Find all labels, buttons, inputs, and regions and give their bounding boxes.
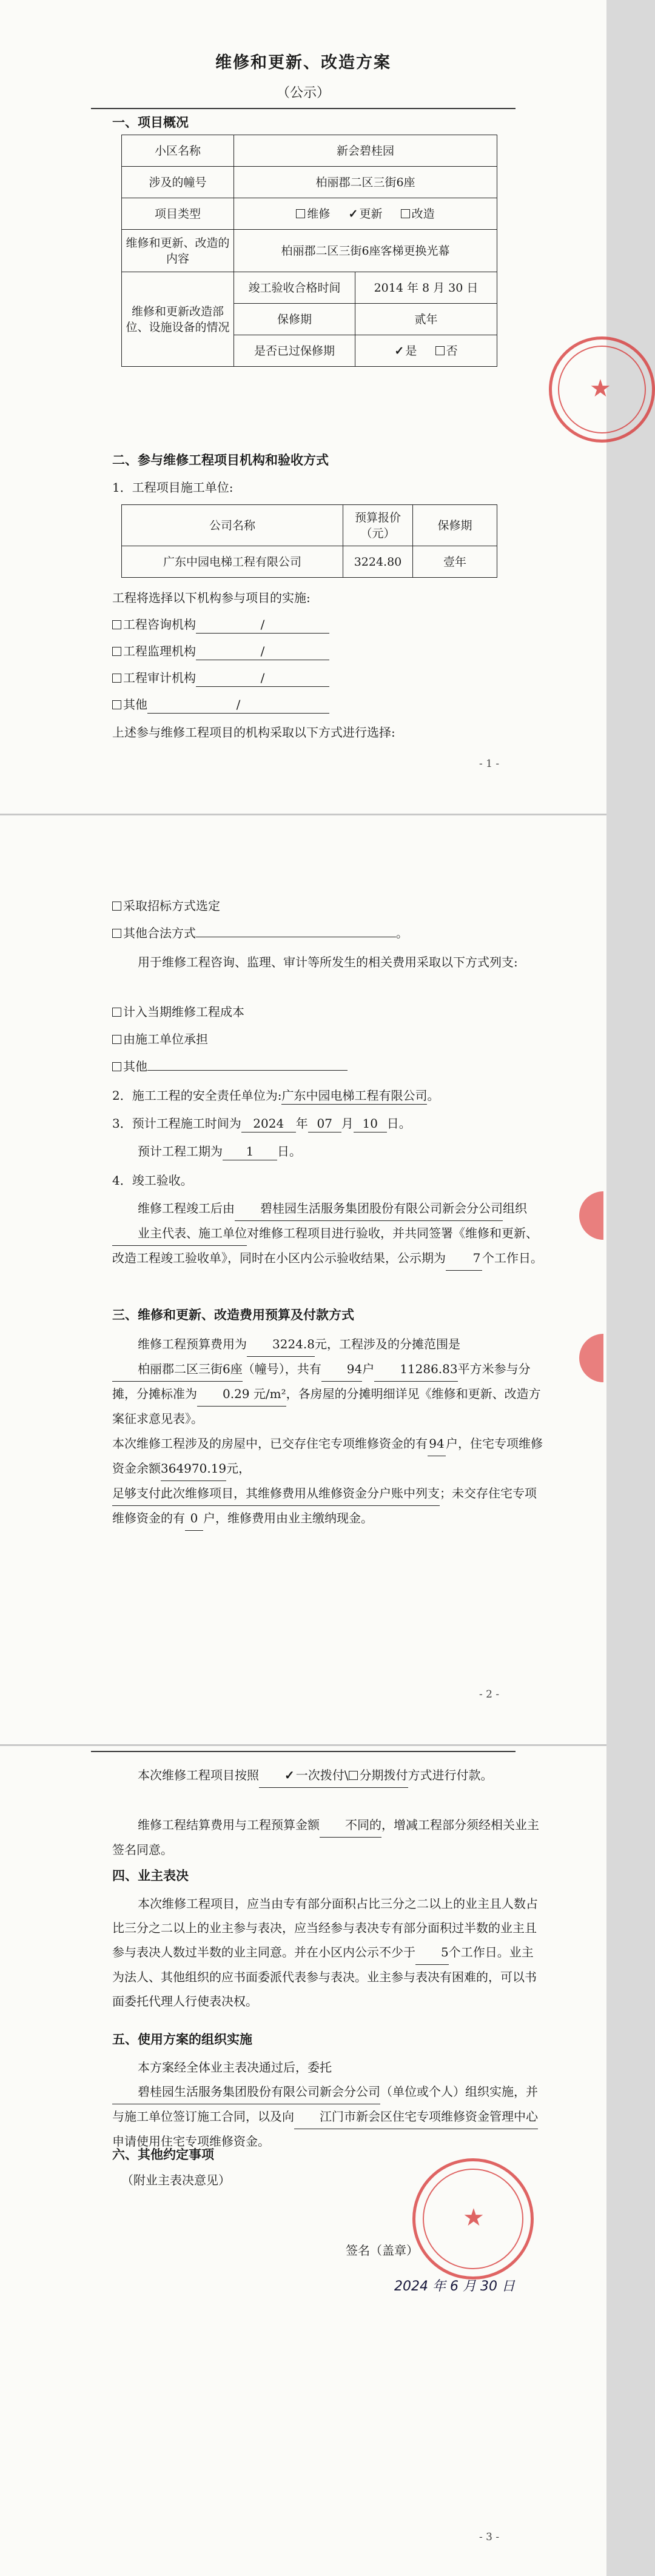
budget-text-d: 户 xyxy=(362,1362,375,1376)
acceptance-text-d: 个工作日。 xyxy=(482,1251,543,1265)
warranty-value: 贰年 xyxy=(355,304,497,335)
col-company-header: 公司名称 xyxy=(122,505,343,546)
fee3-label: 其他 xyxy=(123,1059,147,1074)
impl-center: 江门市新会区住宅专项维修资金管理中心 xyxy=(294,2104,538,2129)
fund-text-f: 户，维修费用由业主缴纳现金。 xyxy=(203,1511,373,1525)
fund-household-count: 94 xyxy=(428,1431,446,1456)
year-label: 年 xyxy=(295,1116,308,1131)
section-5-heading: 五、使用方案的组织实施 xyxy=(112,2032,252,2047)
duration-value: 1 xyxy=(223,1143,277,1160)
payment-text-a: 本次维修工程项目按照 xyxy=(138,1768,259,1782)
bidding-checkbox xyxy=(112,902,121,911)
opt-other-row: 其他合法方式 。 xyxy=(112,925,408,942)
slash-mark: / xyxy=(236,697,241,712)
org-row-audit xyxy=(112,669,329,687)
budget-text-b: 元，工程涉及的分摊范围是 xyxy=(314,1337,460,1351)
overview-table xyxy=(121,135,497,367)
item-2-row: 2．施工工程的安全责任单位为:广东中园电梯工程有限公司。 xyxy=(112,1087,439,1105)
type-update-label: 更新 xyxy=(359,207,383,221)
section-3-heading: 三、维修和更新、改造费用预算及付款方式 xyxy=(112,1307,354,1322)
supervision-blank xyxy=(196,643,329,660)
vote-paragraph xyxy=(112,1892,543,2013)
budget-text-e: 平方米参与分摊，分摊标准为 xyxy=(112,1362,531,1401)
fund-text-c: 元， xyxy=(226,1461,251,1476)
fund-text-e: ；未交存住宅专项维修资金的有 xyxy=(112,1486,537,1525)
expired-label: 是否已过保修期 xyxy=(234,335,355,367)
type-renovate-label: 改造 xyxy=(411,207,435,221)
month-label: 月 xyxy=(341,1116,354,1131)
supervision-checkbox xyxy=(112,647,121,656)
acceptance-parties: 业主代表、施工单位 xyxy=(112,1221,247,1246)
impl-text-c: 申请使用住宅专项维修资金。 xyxy=(112,2134,270,2149)
col-warranty-header: 保修期 xyxy=(413,505,497,546)
fund-paragraph xyxy=(112,1431,543,1531)
payment-paragraph xyxy=(112,1763,543,1788)
duration-row xyxy=(138,1143,301,1160)
safety-unit-value: 广东中园电梯工程有限公司 xyxy=(281,1087,427,1105)
warranty-cell: 壹年 xyxy=(413,546,497,578)
title-rule xyxy=(91,108,516,109)
other-label: 其他 xyxy=(123,697,147,712)
fee2-checkbox xyxy=(112,1035,121,1044)
signature-label: 签名（盖章） xyxy=(346,2243,418,2258)
completion-value: 2014 年 8 月 30 日 xyxy=(355,272,497,304)
page-number-2: - 2 - xyxy=(479,1688,500,1701)
slash-mark: / xyxy=(260,617,265,632)
section-6-heading: 六、其他约定事项 xyxy=(112,2147,214,2162)
payment-options xyxy=(259,1763,408,1788)
page-1 xyxy=(0,0,611,815)
payment-installment-checkbox xyxy=(349,1771,358,1780)
expired-yes-label: 是 xyxy=(405,344,417,358)
acceptance-paragraph xyxy=(112,1196,543,1271)
page-2 xyxy=(0,815,606,1746)
fund-text-b: 户，住宅专项维修资金余额 xyxy=(112,1436,543,1476)
acceptance-intro-text: 上述参与维修工程项目的机构采取以下方式进行选择: xyxy=(112,725,395,740)
settlement-text-a: 维修工程结算费用与工程预算金额 xyxy=(138,1818,320,1832)
impl-org: 碧桂园生活服务集团股份有限公司新会分公司 xyxy=(112,2079,380,2104)
duration-prefix: 预计工程工期为 xyxy=(138,1144,223,1159)
fee3-blank xyxy=(147,1070,348,1071)
select-intro-text: 工程将选择以下机构参与项目的实施: xyxy=(112,590,311,605)
company-cell: 广东中园电梯工程有限公司 xyxy=(122,546,343,578)
item-2-prefix: 2．施工工程的安全责任单位为: xyxy=(112,1088,282,1103)
audit-checkbox xyxy=(112,674,121,683)
payment-installment-label: 分期拨付 xyxy=(359,1768,408,1782)
fee3-checkbox xyxy=(112,1062,121,1071)
contractor-table xyxy=(121,504,497,578)
attachment-note: （附业主表决意见） xyxy=(121,2173,230,2187)
building-label: 涉及的幢号 xyxy=(122,167,234,198)
building-value: 柏丽郡二区三街6座 xyxy=(234,167,497,198)
payment-text-b: 方式进行付款。 xyxy=(408,1768,493,1782)
item-3-prefix: 3．预计工程施工时间为 xyxy=(112,1116,241,1131)
publicity-days: 7 xyxy=(446,1246,482,1271)
type-renovate-checkbox xyxy=(401,209,410,218)
acceptance-org: 碧桂园生活服务集团股份有限公司新会分公司 xyxy=(235,1196,503,1221)
impl-text-b: （单位或个人）组织实施，并与施工单位签订施工合同，以及向 xyxy=(112,2084,538,2124)
opt-bidding-row xyxy=(112,897,220,914)
acceptance-text-c: 对维修工程项目进行验收，并共同签署《维修和更新、改造工程竣工验收单》，同时在小区内公示验收结果，公示期为 xyxy=(112,1226,538,1265)
fund-sufficient-text: 足够支付此次维修项目，其维修费用从维修资金分户账中列支 xyxy=(112,1481,440,1506)
payment-separator: \ xyxy=(344,1768,349,1782)
vote-days: 5 xyxy=(415,1940,449,1965)
checkmark-icon: ✓ xyxy=(284,1768,295,1782)
settlement-condition: 不同的 xyxy=(320,1813,381,1838)
company-seal-stamp xyxy=(549,336,655,443)
page-top-rule xyxy=(91,1751,516,1752)
org-row-other xyxy=(112,696,329,714)
budget-text-f: ，各房屋的分摊明细详见《维修和更新、改造方案征求意见表》。 xyxy=(112,1387,541,1426)
fee-intro-text: 用于维修工程咨询、监理、审计等所发生的相关费用采取以下方式列支: xyxy=(138,955,518,969)
document-subtitle: （公示） xyxy=(276,85,330,101)
signature-date: 2024 年 6 月 30 日 xyxy=(394,2279,515,2294)
section-1-heading: 一、项目概况 xyxy=(112,115,189,130)
fee-row-1 xyxy=(112,1003,244,1020)
warranty-label: 保修期 xyxy=(234,304,355,335)
other-checkbox xyxy=(112,700,121,709)
expired-no-label: 否 xyxy=(446,344,458,358)
budget-amount: 3224.8 xyxy=(247,1332,315,1357)
vote-text-b: 个工作日。业主为法人、其他组织的应书面委派代表参与表决。业主参与表决有困难的，可以书面委托代理人行使表决权。 xyxy=(112,1945,537,2009)
org-row-consult xyxy=(112,616,329,634)
item-1-text: 1．工程项目施工单位: xyxy=(112,480,233,495)
community-value: 新会碧桂园 xyxy=(234,135,497,167)
budget-scope: 柏丽郡二区三街6座 xyxy=(112,1357,243,1382)
duration-suffix: 日。 xyxy=(277,1144,301,1159)
stamp-star-icon: ★ xyxy=(590,375,611,403)
supervision-label: 工程监理机构 xyxy=(123,644,196,658)
acceptance-text-b: 组织 xyxy=(503,1201,527,1216)
consult-checkbox xyxy=(112,620,121,629)
budget-text-a: 维修工程预算费用为 xyxy=(138,1337,247,1351)
type-options xyxy=(234,198,497,230)
parts-label: 维修和更新改造部位、设施设备的情况 xyxy=(122,272,234,367)
consult-label: 工程咨询机构 xyxy=(123,617,196,632)
fee1-label: 计入当期维修工程成本 xyxy=(123,1005,244,1019)
price-cell: 3224.80 xyxy=(343,546,413,578)
completion-label: 竣工验收合格时间 xyxy=(234,272,355,304)
vote-text-a: 本次维修工程项目，应当由专有部分面积占比三分之二以上的业主且人数占比三分之二以上的业主参与表决，应当经参与表决专有部分面积过半数的业主且参与表决人数过半数的业主同意。并在小区内公示不少于 xyxy=(112,1896,538,1959)
page-3 xyxy=(0,1746,606,2576)
start-day: 10 xyxy=(354,1115,387,1132)
fund-balance: 364970.19 xyxy=(161,1456,226,1481)
budget-text-c: （幢号），共有 xyxy=(242,1362,321,1376)
audit-blank xyxy=(196,669,329,687)
page-number-1: - 1 - xyxy=(479,758,500,770)
content-label: 维修和更新、改造的内容 xyxy=(122,230,234,272)
day-label: 日。 xyxy=(386,1116,411,1131)
fund-text-a: 本次维修工程涉及的房屋中，已交存住宅专项维修资金的有 xyxy=(112,1436,428,1451)
audit-label: 工程审计机构 xyxy=(123,671,196,685)
org-row-supervision xyxy=(112,643,329,660)
settlement-text-b: ，增减工程部分须经相关业主签名同意。 xyxy=(112,1818,539,1857)
company-seal-stamp xyxy=(412,2158,534,2280)
document-title: 维修和更新、改造方案 xyxy=(215,53,391,72)
budget-paragraph xyxy=(112,1332,543,1431)
seal-fragment-stamp xyxy=(579,1191,603,1240)
payment-once-label: 一次拨付 xyxy=(295,1768,344,1782)
other-blank xyxy=(147,696,329,714)
type-repair-label: 维修 xyxy=(307,207,331,221)
stamp-star-icon: ★ xyxy=(463,2204,485,2232)
expired-no-checkbox xyxy=(435,346,445,355)
item-3-row xyxy=(112,1115,411,1132)
slash-mark: / xyxy=(260,644,265,658)
slash-mark: / xyxy=(260,671,265,685)
checkmark-icon: ✓ xyxy=(348,207,358,221)
type-repair-checkbox xyxy=(296,209,305,218)
bidding-label: 采取招标方式选定 xyxy=(123,898,220,913)
settlement-paragraph xyxy=(112,1813,543,1862)
seal-fragment-stamp xyxy=(579,1334,603,1382)
shared-area: 11286.83 xyxy=(374,1357,457,1382)
section-4-heading: 四、业主表决 xyxy=(112,1868,189,1883)
share-rate: 0.29 元/m² xyxy=(197,1382,286,1407)
item-4-text: 4．竣工验收。 xyxy=(112,1173,193,1188)
content-value: 柏丽郡二区三街6座客梯更换光幕 xyxy=(234,230,497,272)
other-method-label: 其他合法方式 xyxy=(123,926,196,940)
checkmark-icon: ✓ xyxy=(394,344,405,358)
fee1-checkbox xyxy=(112,1008,121,1017)
fee2-label: 由施工单位承担 xyxy=(123,1032,208,1046)
fee-row-3 xyxy=(112,1058,348,1075)
section-2-heading: 二、参与维修工程项目机构和验收方式 xyxy=(112,452,329,467)
community-label: 小区名称 xyxy=(122,135,234,167)
fee-row-2 xyxy=(112,1031,208,1048)
unpaid-household-count: 0 xyxy=(185,1506,203,1531)
consult-blank xyxy=(196,616,329,634)
col-price-header: 预算报价（元） xyxy=(343,505,413,546)
implementation-paragraph xyxy=(112,2055,543,2153)
type-label: 项目类型 xyxy=(122,198,234,230)
start-month: 07 xyxy=(308,1115,341,1132)
other-method-checkbox xyxy=(112,929,121,938)
household-count: 94 xyxy=(321,1357,362,1382)
acceptance-text-a: 维修工程竣工后由 xyxy=(138,1201,235,1216)
expired-options xyxy=(355,335,497,367)
page-number-3: - 3 - xyxy=(479,2531,500,2543)
impl-text-a: 本方案经全体业主表决通过后，委托 xyxy=(138,2060,332,2075)
start-year: 2024 xyxy=(241,1115,296,1132)
